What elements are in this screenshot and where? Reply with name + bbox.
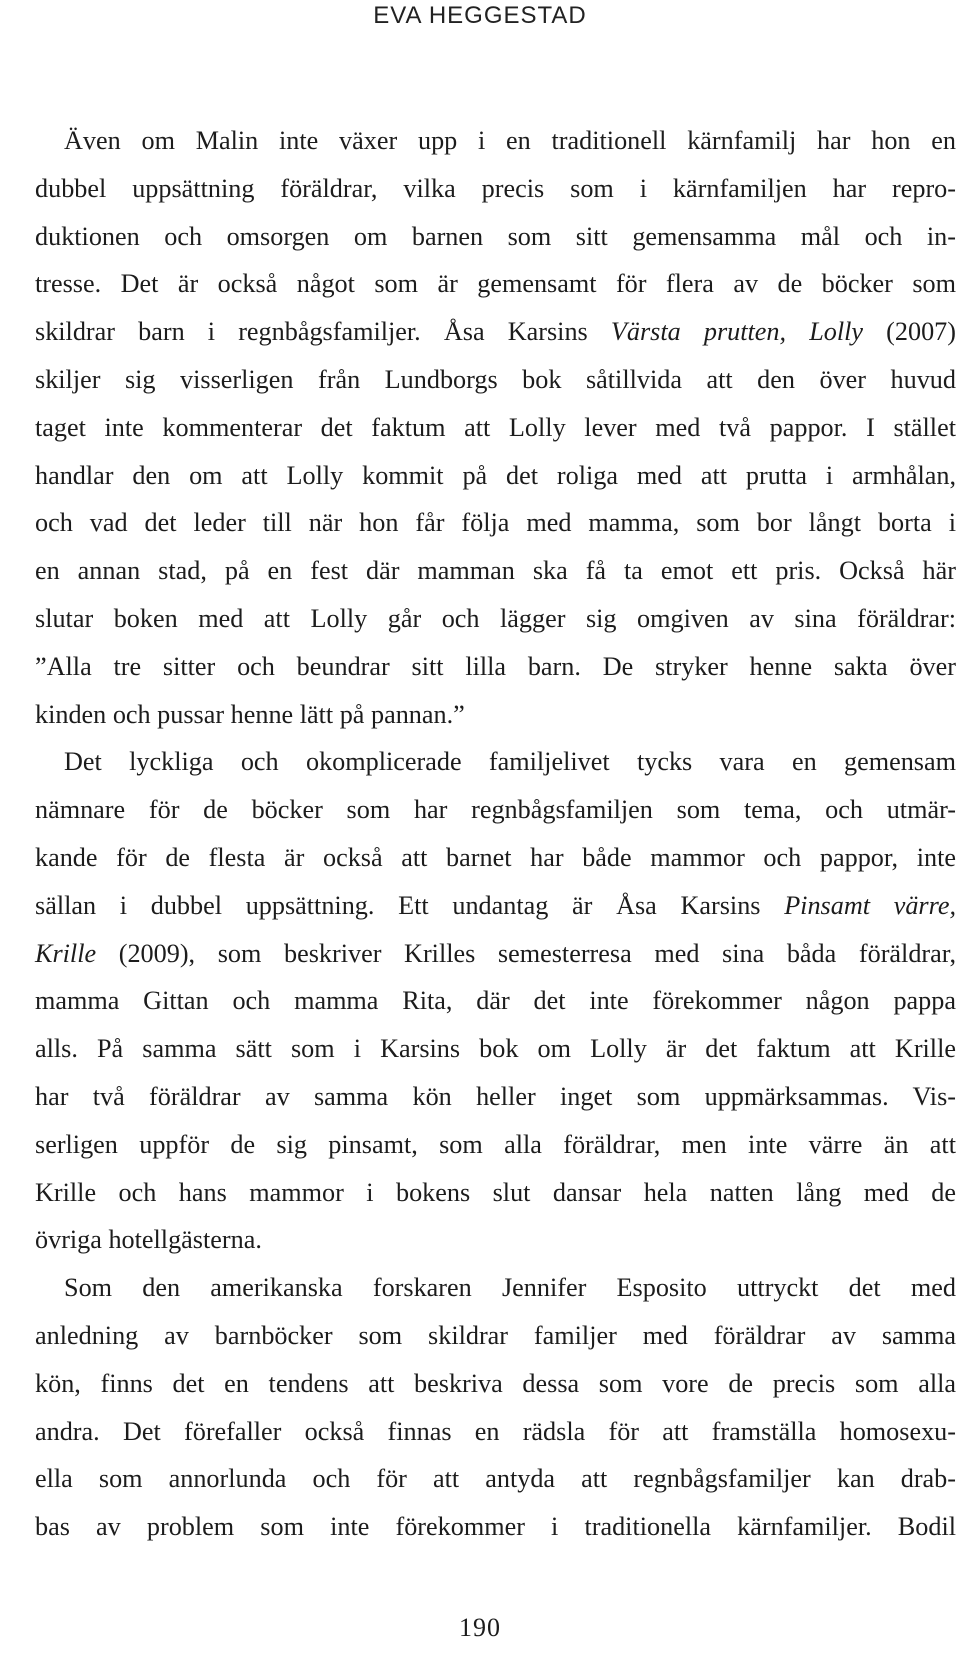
text-run: slutar boken med att Lolly går och lägger sig omgiven av sina föräldrar: <box>35 603 956 633</box>
text-run: en annan stad, på en fest där mamman ska få ta emot ett pris. Också här <box>35 556 956 586</box>
text-run: tresse. Det är också något som är gemensamt för flera av de böcker som <box>35 269 956 299</box>
text-line <box>6 834 956 882</box>
running-head: EVA HEGGESTAD <box>373 2 587 29</box>
text-line <box>6 356 956 404</box>
text-run: kinden och pussar henne lätt på pannan.” <box>35 699 465 729</box>
text-run: kande för de flesta är också att barnet har både mammor och pappor, inte <box>35 842 956 872</box>
text-line <box>6 213 956 261</box>
text-line <box>6 595 956 643</box>
text-run: andra. Det förefaller också finnas en rädsla för att framställa homosexu- <box>35 1416 956 1446</box>
text-run: alls. På samma sätt som i Karsins bok om Lolly är det faktum att Krille <box>35 1034 956 1064</box>
text-line <box>6 738 956 786</box>
text-run: sällan i dubbel uppsättning. Ett undantag är Åsa Karsins <box>35 890 785 920</box>
text-line <box>6 977 956 1025</box>
text-line <box>6 260 956 308</box>
text-run: Som den amerikanska forskaren Jennifer Esposito uttryckt det med <box>64 1273 956 1303</box>
text-line <box>6 165 956 213</box>
text-line <box>6 930 956 978</box>
text-line <box>6 1312 956 1360</box>
text-run: mamma Gittan och mamma Rita, där det inte förekommer någon pappa <box>35 986 956 1016</box>
text-line <box>6 786 956 834</box>
text-line <box>6 452 956 500</box>
text-line <box>6 499 956 547</box>
book-title: Pinsamt värre, <box>784 890 957 920</box>
text-run: ella som annorlunda och för att antyda att regnbågsfamiljer kan drab- <box>35 1464 956 1494</box>
text-line <box>6 547 956 595</box>
text-run: Krille och hans mammor i bokens slut dansar hela natten lång med de <box>35 1177 956 1207</box>
text-line <box>6 1503 956 1551</box>
text-line <box>6 691 956 739</box>
text-run: (2007) <box>863 317 957 347</box>
book-title: Krille <box>35 938 97 968</box>
text-line <box>6 308 956 356</box>
text-line <box>6 117 956 165</box>
text-run: bas av problem som inte förekommer i traditionella kärnfamiljer. Bodil <box>35 1512 956 1542</box>
text-run: duktionen och omsorgen om barnen som sitt gemensamma mål och in- <box>35 221 956 251</box>
text-run: nämnare för de böcker som har regnbågsfamiljen som tema, och utmär- <box>35 795 956 825</box>
text-line <box>6 1216 956 1264</box>
text-line <box>6 404 956 452</box>
text-run: anledning av barnböcker som skildrar familjer med föräldrar av samma <box>35 1320 956 1350</box>
text-run: handlar den om att Lolly kommit på det roliga med att prutta i armhålan, <box>35 460 956 490</box>
text-line <box>6 1025 956 1073</box>
book-title: Värsta prutten, Lolly <box>610 317 864 347</box>
text-run: ”Alla tre sitter och beundrar sitt lilla barn. De stryker henne sakta över <box>35 651 956 681</box>
text-run: serligen uppför de sig pinsamt, som alla föräldrar, men inte värre än att <box>35 1129 956 1159</box>
body-text <box>6 117 956 1551</box>
text-line <box>6 1169 956 1217</box>
text-line <box>6 1121 956 1169</box>
text-run: övriga hotellgästerna. <box>35 1225 262 1255</box>
paragraph <box>6 117 956 738</box>
text-line <box>6 1073 956 1121</box>
text-run: och vad det leder till när hon får följa med mamma, som bor långt borta i <box>35 508 956 538</box>
text-run: (2009), som beskriver Krilles semesterresa med sina båda föräldrar, <box>96 938 956 968</box>
page-number: 190 <box>459 1613 501 1642</box>
text-run: skildrar barn i regnbågsfamiljer. Åsa Karsins <box>35 317 611 347</box>
text-line <box>6 1360 956 1408</box>
text-run: taget inte kommenterar det faktum att Lolly lever med två pappor. I stället <box>35 412 956 442</box>
text-run: kön, finns det en tendens att beskriva dessa som vore de precis som alla <box>35 1368 956 1398</box>
text-run: skiljer sig visserligen från Lundborgs bok såtillvida att den över huvud <box>35 364 956 394</box>
paragraph <box>6 1264 956 1551</box>
text-line <box>6 1264 956 1312</box>
text-run: har två föräldrar av samma kön heller inget som uppmärksammas. Vis- <box>35 1081 956 1111</box>
paragraph <box>6 738 956 1264</box>
text-line <box>6 882 956 930</box>
text-line <box>6 1408 956 1456</box>
text-run: Det lyckliga och okomplicerade familjelivet tycks vara en gemensam <box>64 747 956 777</box>
text-run: Även om Malin inte växer upp i en traditionell kärnfamilj har hon en <box>64 126 956 155</box>
text-run: dubbel uppsättning föräldrar, vilka precis som i kärnfamiljen har repro- <box>35 173 956 203</box>
text-line <box>6 1455 956 1503</box>
text-line <box>6 643 956 691</box>
